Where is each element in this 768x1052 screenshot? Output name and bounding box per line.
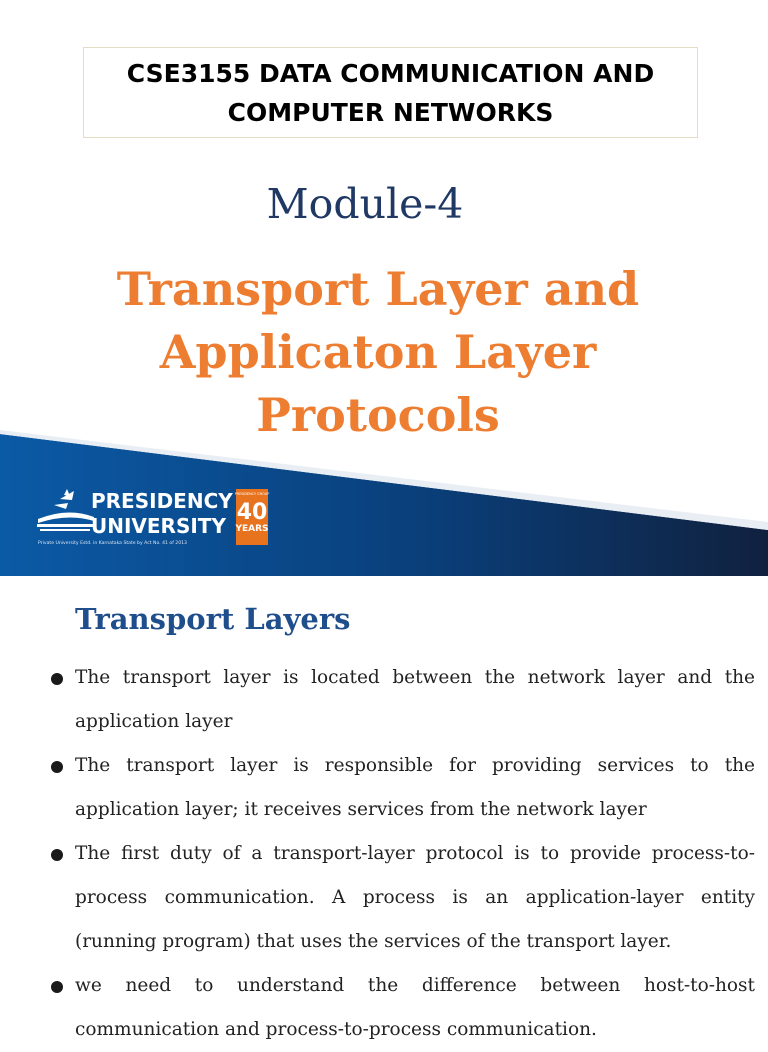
- bullet-dot-icon: [51, 673, 63, 685]
- logo-name-line-1: PRESIDENCY: [91, 489, 233, 513]
- bullet-text: The transport layer is located between the network layer and the application layer: [75, 667, 755, 732]
- course-title-line-1: CSE3155 DATA COMMUNICATION AND: [126, 58, 655, 88]
- slide-title-line-1: Transport Layer and: [116, 262, 640, 316]
- module-label: Module-4: [266, 180, 464, 228]
- bullet-dot-icon: [51, 849, 63, 861]
- course-title-box: [83, 47, 698, 138]
- bullet-text: we need to understand the difference between host-to-host communication and process-to-process communication.: [75, 975, 755, 1040]
- bullet-dot-icon: [51, 981, 63, 993]
- course-title-line-2: COMPUTER NETWORKS: [227, 97, 554, 127]
- bullet-text: The first duty of a transport-layer protocol is to provide process-to-process communication. A process is an application-layer entity (running program) that uses the services of the transport layer.: [75, 843, 755, 952]
- content-slide: [0, 576, 768, 1040]
- slide-title: [0, 258, 756, 447]
- bullet-item: [48, 744, 755, 832]
- logo-tagline: Private University Estd. in Karnataka State by Act No. 41 of 2013: [38, 541, 187, 546]
- logo-name-line-2: UNIVERSITY: [91, 514, 226, 538]
- bullet-text: The transport layer is responsible for providing services to the application layer; it receives services from the network layer: [75, 755, 755, 820]
- logo-badge-word: YEARS: [235, 524, 269, 534]
- slide-title-line-3: Protocols: [256, 388, 500, 442]
- logo-badge-top: PRESIDENCY GROUP: [234, 492, 270, 496]
- presidency-university-logo: [34, 487, 274, 549]
- bullet-item: [48, 964, 755, 1052]
- logo-badge-number: 40: [236, 500, 268, 525]
- slide-title-line-2: Applicaton Layer: [159, 325, 597, 379]
- section-heading: Transport Layers: [75, 602, 351, 636]
- bullet-dot-icon: [51, 761, 63, 773]
- bullet-list: [48, 656, 755, 1052]
- bullet-item: [48, 832, 755, 964]
- bullet-item: [48, 656, 755, 744]
